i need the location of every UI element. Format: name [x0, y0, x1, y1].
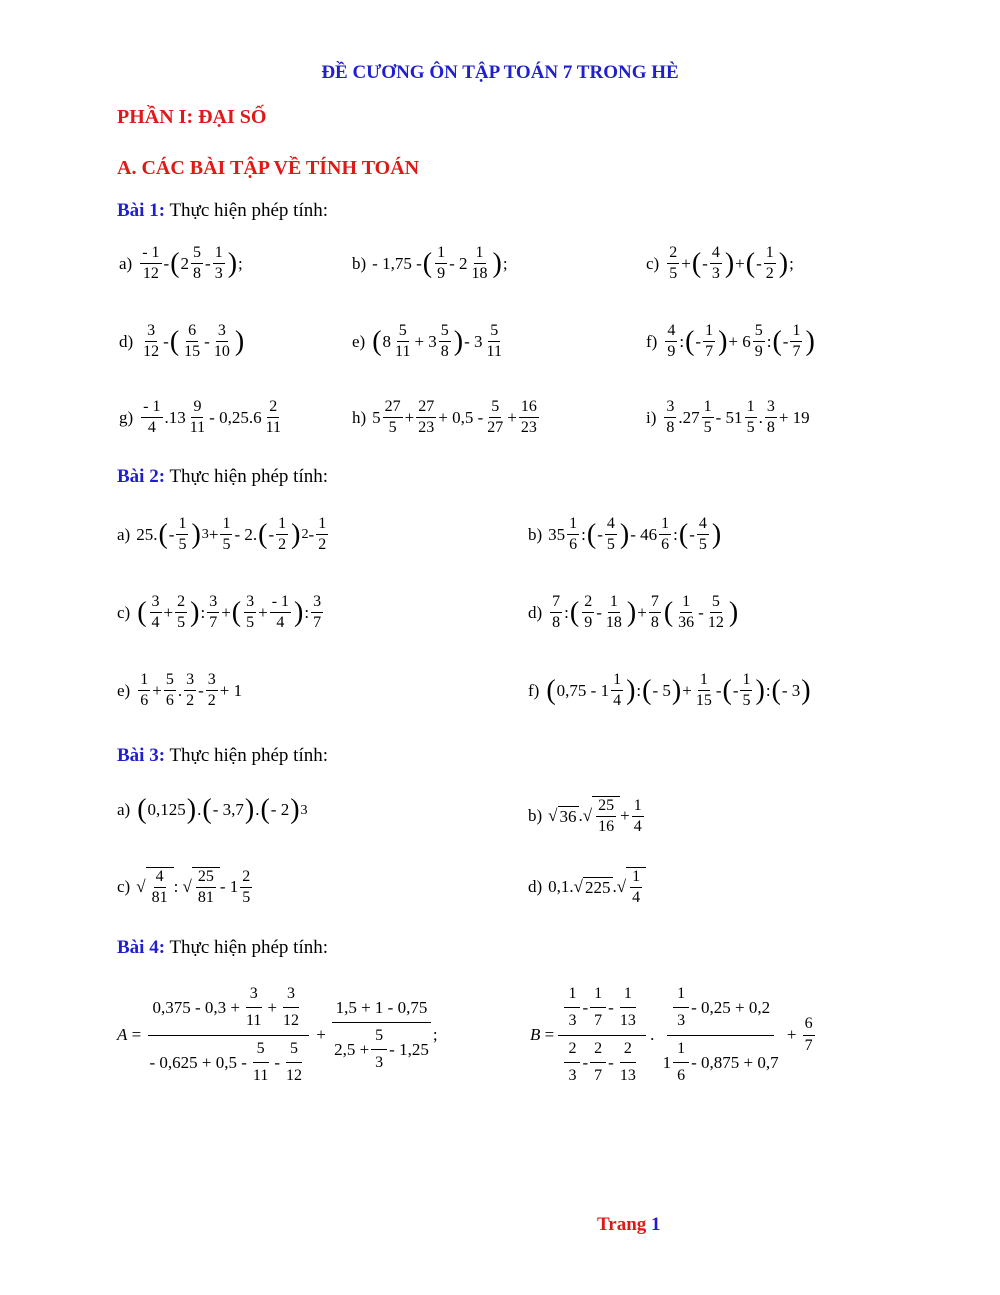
problem-label: i): [646, 407, 657, 427]
problem-label: a): [119, 253, 133, 273]
problem-4a: A = 0,375 - 0,3 + $\frac{3}{11}$ + $\frac{3}{12}$ - 0,625 + 0,5 - $\frac{5}{11}$ - $\frac{5}{12}$ + 1,5 + 1 - 0,75 2,5 + $\frac{5}{3}$ - 1,25 ;: [117, 985, 438, 1085]
problem-label: f): [528, 680, 540, 700]
problem-label: f): [646, 331, 658, 351]
problem-1b: b) - 1,75 - ( $\frac{1}{9}$ - 2 $\frac{1}{18}$ ) ;: [352, 244, 508, 283]
problem-label: c): [117, 602, 131, 622]
problem-2f: f) ( 0,75 - 1 $\frac{1}{4}$ ) : ( - 5 ) + $\frac{1}{15}$ - ( - $\frac{1}{5}$ ) : ( - 3 ): [528, 671, 811, 710]
section-heading: A. CÁC BÀI TẬP VỀ TÍNH TOÁN: [117, 157, 420, 179]
problem-label: e): [352, 331, 366, 351]
problem-3b: b) √ 36 .√ $\frac{25}{16}$ + $\frac{1}{4}$: [528, 796, 642, 836]
part-heading: PHẦN I: ĐẠI SỐ: [117, 106, 267, 128]
problem-2e: e) $\frac{1}{6}$ + $\frac{5}{6}$ . $\frac{3}{2}$ - $\frac{3}{2}$ + 1: [117, 671, 243, 710]
problem-1e: e) ( 8 $\frac{5}{11}$ + 3 $\frac{5}{8}$ ) - 3 $\frac{5}{11}$: [352, 322, 502, 361]
exercise-3-heading: [117, 745, 328, 767]
problem-1c: c) $\frac{2}{5}$ + ( - $\frac{4}{3}$ ) + ( - $\frac{1}{2}$ ) ;: [646, 244, 794, 283]
page-footer: [597, 1214, 661, 1236]
problem-3d: d) 0,1.√ 225 .√ $\frac{1}{4}$: [528, 867, 646, 908]
problem-label: b): [352, 253, 367, 273]
problem-label: d): [528, 602, 543, 622]
exercise-instruction: Thực hiện phép tính:: [165, 745, 329, 766]
exercise-label: Bài 2:: [117, 466, 166, 487]
problem-2b: b) 35 $\frac{1}{6}$ : ( - $\frac{4}{5}$ ) - 46 $\frac{1}{6}$ : ( - $\frac{4}{5}$ ): [528, 515, 722, 554]
problem-2a: a) 25. ( - $\frac{1}{5}$ ) 3 + $\frac{1}{5}$ - 2. ( - $\frac{1}{2}$ ) 2 - $\frac{1}{2}$: [117, 515, 327, 554]
exercise-1-heading: [117, 200, 328, 222]
exercise-instruction: Thực hiện phép tính:: [165, 937, 329, 958]
exercise-label: Bài 3:: [117, 745, 166, 766]
problem-1g: g) $\frac{- 1}{4}$ .13 $\frac{9}{11}$ - 0,25.6 $\frac{2}{11}$: [119, 398, 281, 437]
problem-3a: a) ( 0,125 ) . ( - 3,7 ) . ( - 2 ) 3: [117, 794, 308, 825]
problem-3c: c) √ $\frac{4}{81}$ : √ $\frac{25}{81}$ - 1 $\frac{2}{5}$: [117, 867, 251, 907]
document-title: ĐỀ CƯƠNG ÔN TẬP TOÁN 7 TRONG HÈ: [321, 62, 679, 83]
exercise-instruction: Thực hiện phép tính:: [165, 466, 329, 487]
page-word: Trang: [597, 1214, 647, 1235]
problem-2d: d) $\frac{7}{8}$ : ( $\frac{2}{9}$ - $\frac{1}{18}$ ) + $\frac{7}{8}$ ( $\frac{1}{36}$ - $\frac{5}{12}$ ): [528, 593, 739, 632]
exercise-instruction: Thực hiện phép tính:: [165, 200, 329, 221]
problem-label: c): [646, 253, 660, 273]
exercise-label: Bài 1:: [117, 200, 166, 221]
problem-label: d): [119, 331, 134, 351]
problem-1d: d) $\frac{3}{12}$ - ( $\frac{6}{15}$ - $\frac{3}{10}$ ): [119, 322, 245, 361]
problem-2c: c) ( $\frac{3}{4}$ + $\frac{2}{5}$ ) : $\frac{3}{7}$ + ( $\frac{3}{5}$ + $\frac{- 1}{4}$ ) : $\frac{3}{7}$: [117, 593, 322, 632]
problem-label: h): [352, 407, 367, 427]
problem-label: b): [528, 806, 543, 826]
page-number: 1: [651, 1214, 661, 1235]
problem-1h: h) 5 $\frac{27}{5}$ + $\frac{27}{23}$ + 0,5 - $\frac{5}{27}$ + $\frac{16}{23}$: [352, 398, 537, 437]
problem-1f: f) $\frac{4}{9}$ : ( - $\frac{1}{7}$ ) + 6 $\frac{5}{9}$ : ( - $\frac{1}{7}$ ): [646, 322, 815, 361]
problem-label: a): [117, 524, 131, 544]
problem-1i: i) $\frac{3}{8}$ .27 $\frac{1}{5}$ - 51 $\frac{1}{5}$ . $\frac{3}{8}$ + 19: [646, 398, 810, 437]
problem-label: e): [117, 680, 131, 700]
exercise-label: Bài 4:: [117, 937, 166, 958]
problem-label: g): [119, 407, 134, 427]
problem-label: d): [528, 877, 543, 897]
problem-label: a): [117, 800, 131, 819]
exercise-2-heading: [117, 466, 328, 488]
problem-4b: B = $\frac{1}{3}$ - $\frac{1}{7}$ - $\frac{1}{13}$ $\frac{2}{3}$ - $\frac{2}{7}$ - $\frac{2}{13}$ . $\frac{1}{3}$ - 0,25 + 0,2 1 $\frac{1}{6}$ - 0,875 + 0,7 + $\frac{6}{7}$: [530, 985, 813, 1085]
exercise-4-heading: [117, 937, 328, 959]
problem-1a: a) $\frac{- 1}{12}$ - ( 2 $\frac{5}{8}$ - $\frac{1}{3}$ ) ;: [119, 244, 243, 283]
problem-label: c): [117, 877, 131, 897]
problem-label: b): [528, 524, 543, 544]
